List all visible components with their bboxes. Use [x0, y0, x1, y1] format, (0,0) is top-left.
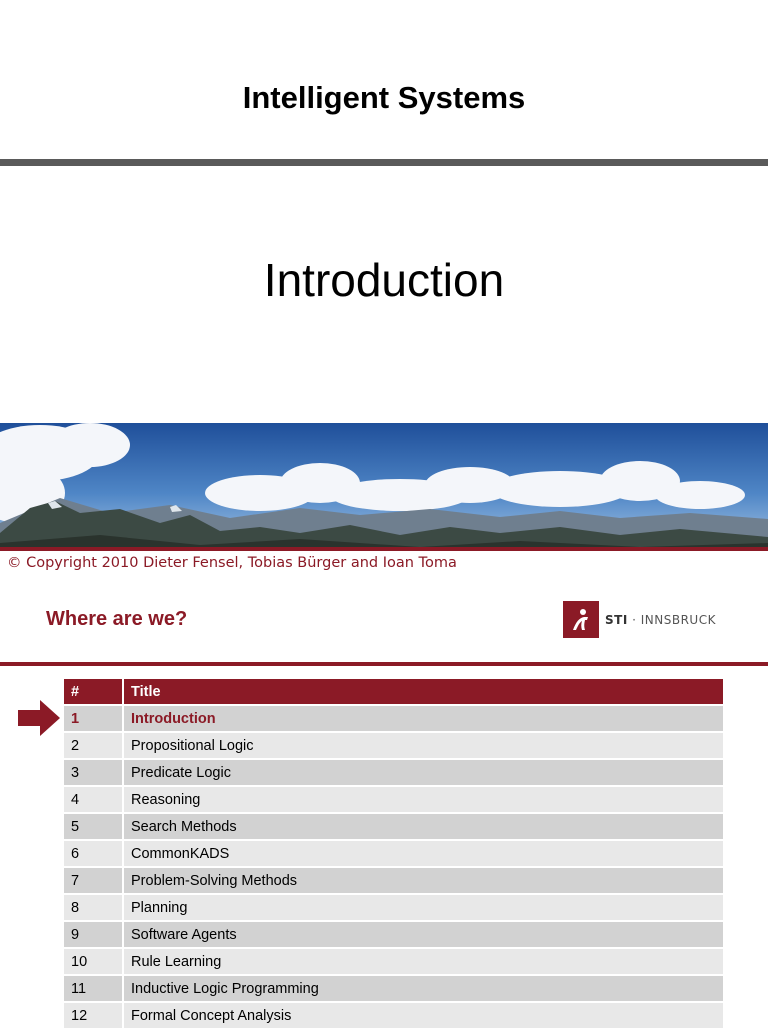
- column-header-title: Title: [123, 679, 723, 705]
- lecture-title: Introduction: [263, 254, 505, 306]
- lecture-number: 2: [64, 732, 123, 759]
- lecture-number: 7: [64, 867, 123, 894]
- table-row: [64, 1002, 723, 1029]
- lecture-title-cell: Reasoning: [123, 786, 723, 813]
- lecture-number: 10: [64, 948, 123, 975]
- table-row: [64, 921, 723, 948]
- table-row: [64, 786, 723, 813]
- table-row: [64, 732, 723, 759]
- logo-separator: ·: [627, 612, 641, 627]
- lecture-title-cell: Rule Learning: [123, 948, 723, 975]
- table-row: [64, 813, 723, 840]
- section-heading: Where are we?: [46, 608, 188, 630]
- table-row: [64, 867, 723, 894]
- lecture-number: 5: [64, 813, 123, 840]
- lecture-title-cell: Propositional Logic: [123, 732, 723, 759]
- lecture-title-cell: Inductive Logic Programming: [123, 975, 723, 1002]
- table-row: [64, 840, 723, 867]
- logo-place: INNSBRUCK: [640, 612, 716, 627]
- title-divider: [0, 159, 768, 166]
- course-title: Intelligent Systems: [242, 80, 526, 115]
- table-row: [64, 894, 723, 921]
- sti-logo-icon: [563, 601, 599, 638]
- lecture-title-cell: CommonKADS: [123, 840, 723, 867]
- lecture-title-cell: Problem-Solving Methods: [123, 867, 723, 894]
- mountain-panorama-image: [0, 423, 768, 551]
- lecture-number: 12: [64, 1002, 123, 1029]
- lecture-number: 11: [64, 975, 123, 1002]
- lecture-number: 9: [64, 921, 123, 948]
- lecture-number: 6: [64, 840, 123, 867]
- copyright-notice: © Copyright 2010 Dieter Fensel, Tobias Bürger and Ioan Toma: [7, 555, 457, 571]
- logo-wordmark: [605, 613, 716, 627]
- current-lecture-arrow-icon: [18, 700, 60, 741]
- lecture-title-cell: Introduction: [123, 705, 723, 732]
- table-row: [64, 759, 723, 786]
- lecture-title-cell: Search Methods: [123, 813, 723, 840]
- table-row: [64, 948, 723, 975]
- lecture-title-cell: Predicate Logic: [123, 759, 723, 786]
- heading-divider: [0, 662, 768, 666]
- lecture-schedule-table: [64, 679, 723, 1030]
- lecture-title-cell: Planning: [123, 894, 723, 921]
- lecture-title-cell: Formal Concept Analysis: [123, 1002, 723, 1029]
- lecture-title-cell: Software Agents: [123, 921, 723, 948]
- lecture-number: 8: [64, 894, 123, 921]
- table-row: [64, 705, 723, 732]
- logo-brand: STI: [605, 612, 628, 627]
- lecture-number: 1: [64, 705, 123, 732]
- lecture-number: 4: [64, 786, 123, 813]
- column-header-number: #: [64, 679, 123, 705]
- sti-innsbruck-logo: [563, 601, 716, 638]
- lecture-number: 3: [64, 759, 123, 786]
- table-header-row: [64, 679, 723, 705]
- table-row: [64, 975, 723, 1002]
